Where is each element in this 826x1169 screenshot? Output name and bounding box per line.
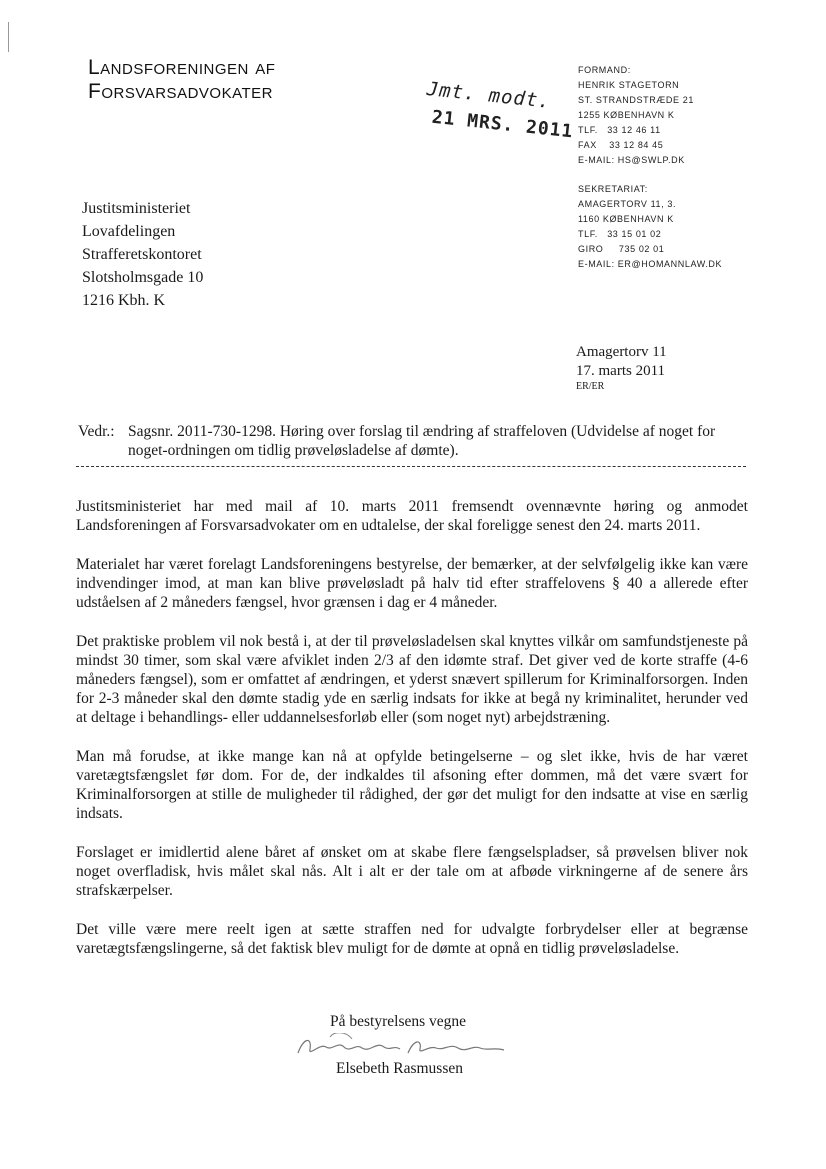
signatory-name: Elsebeth Rasmussen [336,1060,463,1077]
contact-block [578,63,722,272]
formand-email: E-MAIL: HS@SWLP.DK [578,155,685,165]
letterhead-org-name [88,56,275,104]
sekretariat-phone: TLF. 33 15 01 02 [578,229,662,239]
sekretariat-giro: GIRO 735 02 01 [578,244,665,254]
sekretariat-city: 1160 KØBENHAVN K [578,214,674,224]
letter-body [76,497,748,978]
sekretariat-heading: SEKRETARIAT: [578,184,648,194]
signature-closing: På bestyrelsens vegne [330,1013,467,1030]
letter-date: 17. marts 2011 [576,363,666,379]
recipient-line: Slotsholmsgade 10 [82,269,204,286]
formand-phone: TLF. 33 12 46 11 [578,125,661,135]
stamp-line1: Jmt. modt. [425,78,552,113]
sekretariat-street: AMAGERTORV 11, 3. [578,199,677,209]
recipient-address [82,197,203,312]
formand-name: HENRIK STAGETORN [578,80,680,90]
recipient-line: Strafferetskontoret [82,246,202,263]
subject-text: Sagsnr. 2011-730-1298. Høring over forslag til ændring af straffeloven (Udvidelse af noget for noget-ordningen om tidlig prøveløsladelse af dømte). [128,423,716,459]
subject-line [78,422,753,460]
stamp-date: 21 MRS. 2011 [430,106,575,143]
sekretariat-email: E-MAIL: ER@HOMANNLAW.DK [578,259,723,269]
recipient-line: Lovafdelingen [82,223,176,240]
body-paragraph: Det praktiske problem vil nok bestå i, at der til prøveløsladelsen skal knyttes vilkår om samfundstjeneste på mindst 30 timer, som skal være afviklet inden 2/3 af den idømte straf. Det giver ved de korte straffe (4-6 måneders fængsel), som er omfattet af ændringen, et yderst snævert spillerum for Kriminalforsorgen. Inden for 2-3 måneder skal den dømte stadig yde en særlig indsats for ikke at begå ny kriminalitet, herunder ved at deltage i behandlings- eller uddannelsesforløb eller (som noget nyt) arbejdstræning. [76,633,748,726]
org-name-line1: Landsforeningen af [88,56,276,79]
handwritten-signature [290,1033,520,1059]
body-paragraph: Forslaget er imidlertid alene båret af ønsket om at skabe flere fængselspladser, så prøvelsen bliver nok noget overfladisk, hvis målet skal nås. Alt i alt er der tale om at afbøde virkningerne af de senere års strafskærpelser. [76,844,748,899]
body-paragraph: Justitsministeriet har med mail af 10. marts 2011 fremsendt ovennævnte høring og anmodet Landsforeningen af Forsvarsadvokater om en udtalelse, der skal foreligge senest den 24. marts 2011. [76,498,748,534]
recipient-line: 1216 Kbh. K [82,292,166,309]
formand-heading: FORMAND: [578,65,631,75]
formand-street: ST. STRANDSTRÆDE 21 [578,95,694,105]
signature-block [330,1012,520,1078]
org-name-line2: Forsvarsadvokater [88,80,273,103]
body-paragraph: Materialet har været forelagt Landsforeningens bestyrelse, der bemærker, at der selvfølgelig ikke kan være indvendinger imod, at man kan blive prøveløsladt på halv tid efter straffelovens § 40 a allerede efter udståelsen af 2 måneders fængsel, hvor grænsen i dag er 4 måneder. [76,556,748,611]
body-paragraph: Man må forudse, at ikke mange kan nå at opfylde betingelserne – og slet ikke, hvis de har været varetægtsfængslet før dom. For de, der indkaldes til afsoning efter dommen, må det være svært for Kriminalforsorgen at stille de muligheder til rådighed, der gør det muligt for den indsatte at vise en særlig indsats. [76,748,748,822]
subject-label: Vedr.: [78,423,115,440]
formand-fax: FAX 33 12 84 45 [578,140,664,150]
received-stamp [423,78,577,142]
dashed-divider [76,466,746,467]
body-paragraph: Det ville være mere reelt igen at sætte straffen ned for udvalgte forbrydelser eller at begrænse varetægtsfængslingerne, så det faktisk blev muligt for de dømte at opnå en tidlig prøveløsladelse. [76,921,748,957]
scan-edge-mark [8,22,9,52]
reference-initials: ER/ER [576,381,605,392]
place: Amagertorv 11 [576,344,667,360]
recipient-line: Justitsministeriet [82,200,191,217]
date-block [576,343,667,392]
formand-city: 1255 KØBENHAVN K [578,110,675,120]
